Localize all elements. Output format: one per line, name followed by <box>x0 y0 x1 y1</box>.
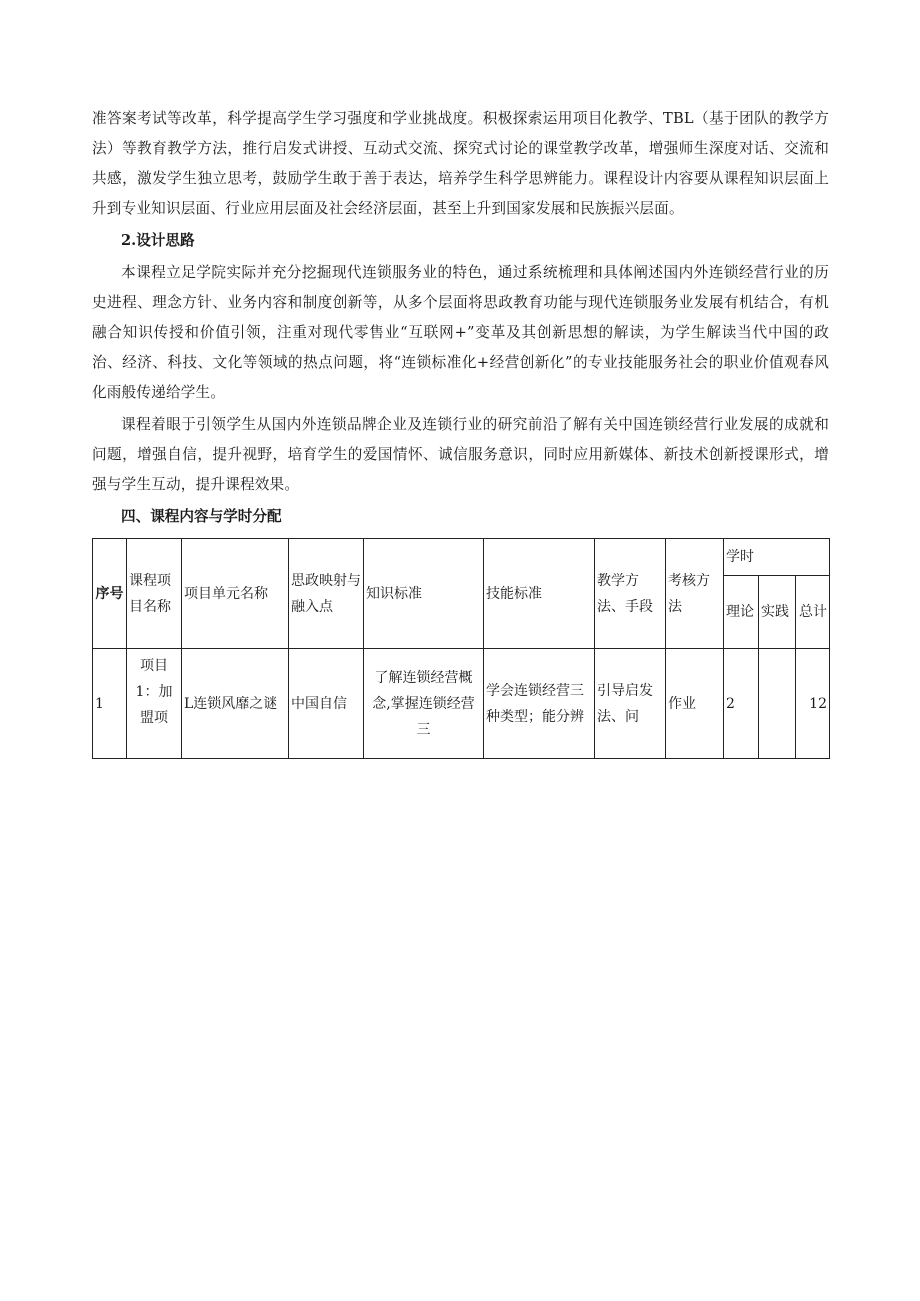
cell-total: 12 <box>796 649 830 759</box>
cell-skill: 学会连锁经营三种类型；能分辨 <box>484 649 595 759</box>
cell-unit: L连锁风靡之谜 <box>182 649 289 759</box>
cell-practice <box>759 649 796 759</box>
cell-project: 项目1：加盟项 <box>127 649 182 759</box>
header-total: 总计 <box>796 576 830 649</box>
header-hours: 学时 <box>724 539 830 576</box>
table-row <box>93 649 830 759</box>
header-assessment: 考核方法 <box>666 539 724 649</box>
paragraph-design-idea: 本课程立足学院实际并充分挖掘现代连锁服务业的特色，通过系统梳理和具体阐述国内外连锁经营行业的历史进程、理念方针、业务内容和制度创新等，从多个层面将思政教育功能与现代连锁服务业发展有机结合，有机融合知识传授和价值引领，注重对现代零售业“互联网+”变革及其创新思想的解读，为学生解读当代中国的政治、经济、科技、文化等领域的热点问题，将“连锁标准化+经营创新化”的专业技能服务社会的职业价值观春风化雨般传递给学生。 <box>92 264 829 401</box>
header-theory: 理论 <box>724 576 759 649</box>
course-content-table <box>92 538 830 759</box>
header-skill: 技能标准 <box>484 539 595 649</box>
header-ideology: 思政映射与融入点 <box>289 539 364 649</box>
cell-knowledge: 了解连锁经营概念,掌握连锁经营三 <box>364 649 484 759</box>
cell-ideology: 中国自信 <box>289 649 364 759</box>
header-practice: 实践 <box>759 576 796 649</box>
header-knowledge: 知识标准 <box>364 539 484 649</box>
cell-seq: 1 <box>93 649 127 759</box>
heading-design-idea: 2.设计思路 <box>121 232 195 249</box>
header-project: 课程项目名称 <box>127 539 182 649</box>
heading-course-content: 四、课程内容与学时分配 <box>121 508 282 525</box>
cell-assessment: 作业 <box>666 649 724 759</box>
cell-method: 引导启发法、问 <box>595 649 666 759</box>
paragraph-course-focus: 课程着眼于引领学生从国内外连锁品牌企业及连锁行业的研究前沿了解有关中国连锁经营行业发展的成就和问题，增强自信，提升视野，培育学生的爱国情怀、诚信服务意识，同时应用新媒体、新技术创新授课形式，增强与学生互动，提升课程效果。 <box>92 416 829 493</box>
header-unit: 项目单元名称 <box>182 539 289 649</box>
document-page <box>92 104 829 759</box>
cell-theory: 2 <box>724 649 759 759</box>
table-header-row <box>93 539 830 576</box>
header-seq: 序号 <box>93 539 127 649</box>
header-method: 教学方法、手段 <box>595 539 666 649</box>
paragraph-teaching-reform: 准答案考试等改革，科学提高学生学习强度和学业挑战度。积极探索运用项目化教学、TBL（基于团队的教学方法）等教育教学方法，推行启发式讲授、互动式交流、探究式讨论的课堂教学改革，增强师生深度对话、交流和共感，激发学生独立思考，鼓励学生敢于善于表达，培养学生科学思辨能力。课程设计内容要从课程知识层面上升到专业知识层面、行业应用层面及社会经济层面，甚至上升到国家发展和民族振兴层面。 <box>92 110 829 217</box>
